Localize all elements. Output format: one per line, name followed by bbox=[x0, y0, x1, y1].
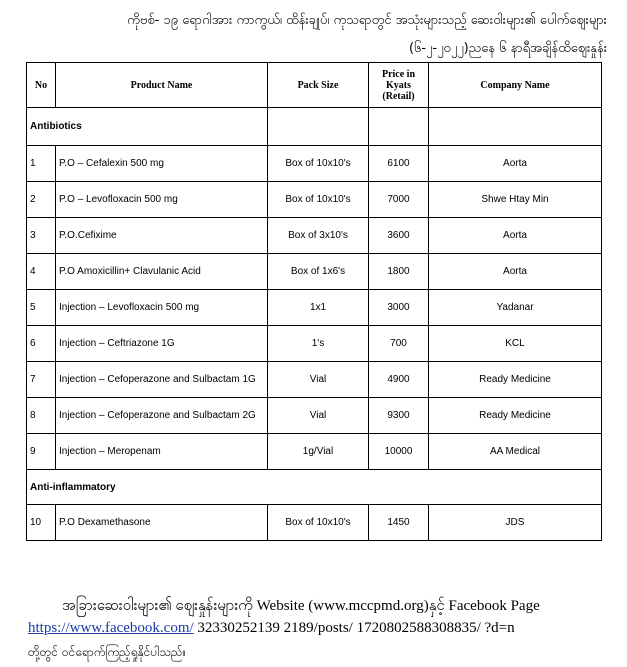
page-subtitle-date: (၆-၂-၂၀၂၂)ညနေ ၆ နာရီအချိန်ထိဈေးနှုန်း bbox=[408, 41, 607, 56]
company-name: Aorta bbox=[429, 254, 602, 290]
row-number: 10 bbox=[27, 505, 56, 541]
company-name: JDS bbox=[429, 505, 602, 541]
pack-size: 1's bbox=[268, 326, 369, 362]
row-number: 6 bbox=[27, 326, 56, 362]
row-number: 8 bbox=[27, 398, 56, 434]
table-row bbox=[27, 290, 602, 326]
footer-closing: တို့တွင် ဝင်ရောက်ကြည့်ရှုနိုင်ပါသည်။ bbox=[28, 645, 187, 659]
product-name: P.O.Cefixime bbox=[56, 218, 268, 254]
price: 1450 bbox=[369, 505, 429, 541]
col-header-price-line1: Price in bbox=[381, 68, 416, 80]
pack-size: Vial bbox=[268, 362, 369, 398]
col-header-company: Company Name bbox=[429, 63, 602, 108]
company-name: Ready Medicine bbox=[429, 398, 602, 434]
table-row bbox=[27, 218, 602, 254]
col-header-price bbox=[369, 63, 429, 108]
product-name: P.O – Levofloxacin 500 mg bbox=[56, 182, 268, 218]
col-header-product: Product Name bbox=[56, 63, 268, 108]
table-header-row bbox=[27, 63, 602, 108]
price: 3000 bbox=[369, 290, 429, 326]
table-row bbox=[27, 362, 602, 398]
table-row bbox=[27, 326, 602, 362]
price: 1800 bbox=[369, 254, 429, 290]
product-name: Injection – Ceftriazone 1G bbox=[56, 326, 268, 362]
table-row bbox=[27, 505, 602, 541]
row-number: 3 bbox=[27, 218, 56, 254]
product-name: Injection – Cefoperazone and Sulbactam 1G bbox=[56, 362, 268, 398]
footer-note: အခြားဆေးဝါးများ၏ ဈေးနှုန်းများကို Website (www.mccpmd.org)နှင့် Facebook Page bbox=[62, 598, 540, 614]
row-number: 5 bbox=[27, 290, 56, 326]
price: 700 bbox=[369, 326, 429, 362]
price: 6100 bbox=[369, 146, 429, 182]
table-row bbox=[27, 146, 602, 182]
table-row bbox=[27, 182, 602, 218]
company-name: AA Medical bbox=[429, 434, 602, 470]
col-header-price-line2: Kyats bbox=[386, 79, 411, 91]
company-name: Aorta bbox=[429, 146, 602, 182]
row-number: 2 bbox=[27, 182, 56, 218]
product-name: P.O Dexamethasone bbox=[56, 505, 268, 541]
price: 7000 bbox=[369, 182, 429, 218]
price: 4900 bbox=[369, 362, 429, 398]
row-number: 1 bbox=[27, 146, 56, 182]
col-header-price-line3: (Retail) bbox=[382, 90, 415, 102]
row-number: 4 bbox=[27, 254, 56, 290]
footer-link-line bbox=[28, 620, 608, 637]
table-row bbox=[27, 434, 602, 470]
col-header-pack-size: Pack Size bbox=[268, 63, 369, 108]
company-name: Shwe Htay Min bbox=[429, 182, 602, 218]
col-header-no: No bbox=[27, 63, 56, 108]
category-label: Anti-inflammatory bbox=[27, 470, 602, 505]
product-name: Injection – Cefoperazone and Sulbactam 2G bbox=[56, 398, 268, 434]
table-row bbox=[27, 254, 602, 290]
category-row-antibiotics bbox=[27, 108, 602, 146]
product-name: P.O Amoxicillin+ Clavulanic Acid bbox=[56, 254, 268, 290]
company-name: Yadanar bbox=[429, 290, 602, 326]
pack-size: Vial bbox=[268, 398, 369, 434]
price-table bbox=[26, 62, 602, 541]
category-row-anti-inflammatory bbox=[27, 470, 602, 505]
product-name: Injection – Meropenam bbox=[56, 434, 268, 470]
company-name: Aorta bbox=[429, 218, 602, 254]
table-row bbox=[27, 398, 602, 434]
pack-size: 1x1 bbox=[268, 290, 369, 326]
category-label: Antibiotics bbox=[27, 108, 268, 146]
facebook-link[interactable]: https://www.facebook.com/ bbox=[28, 620, 194, 636]
row-number: 7 bbox=[27, 362, 56, 398]
pack-size: Box of 10x10's bbox=[268, 505, 369, 541]
pack-size: Box of 10x10's bbox=[268, 146, 369, 182]
price: 9300 bbox=[369, 398, 429, 434]
facebook-link-path: 32330252139 2189/posts/ 1720802588308835/ ?d=n bbox=[193, 620, 515, 636]
company-name: Ready Medicine bbox=[429, 362, 602, 398]
pack-size: 1g/Vial bbox=[268, 434, 369, 470]
company-name: KCL bbox=[429, 326, 602, 362]
pack-size: Box of 3x10's bbox=[268, 218, 369, 254]
price: 10000 bbox=[369, 434, 429, 470]
row-number: 9 bbox=[27, 434, 56, 470]
price: 3600 bbox=[369, 218, 429, 254]
pack-size: Box of 10x10's bbox=[268, 182, 369, 218]
page-title: ကိုဗစ်- ၁၉ ရောဂါအား ကာကွယ်၊ ထိန်းချုပ်၊ ကုသရာတွင် အသုံးများသည့် ဆေးဝါးများ၏ ပေါက်ဈေးများ bbox=[127, 13, 607, 28]
product-name: P.O – Cefalexin 500 mg bbox=[56, 146, 268, 182]
product-name: Injection – Levofloxacin 500 mg bbox=[56, 290, 268, 326]
pack-size: Box of 1x6's bbox=[268, 254, 369, 290]
